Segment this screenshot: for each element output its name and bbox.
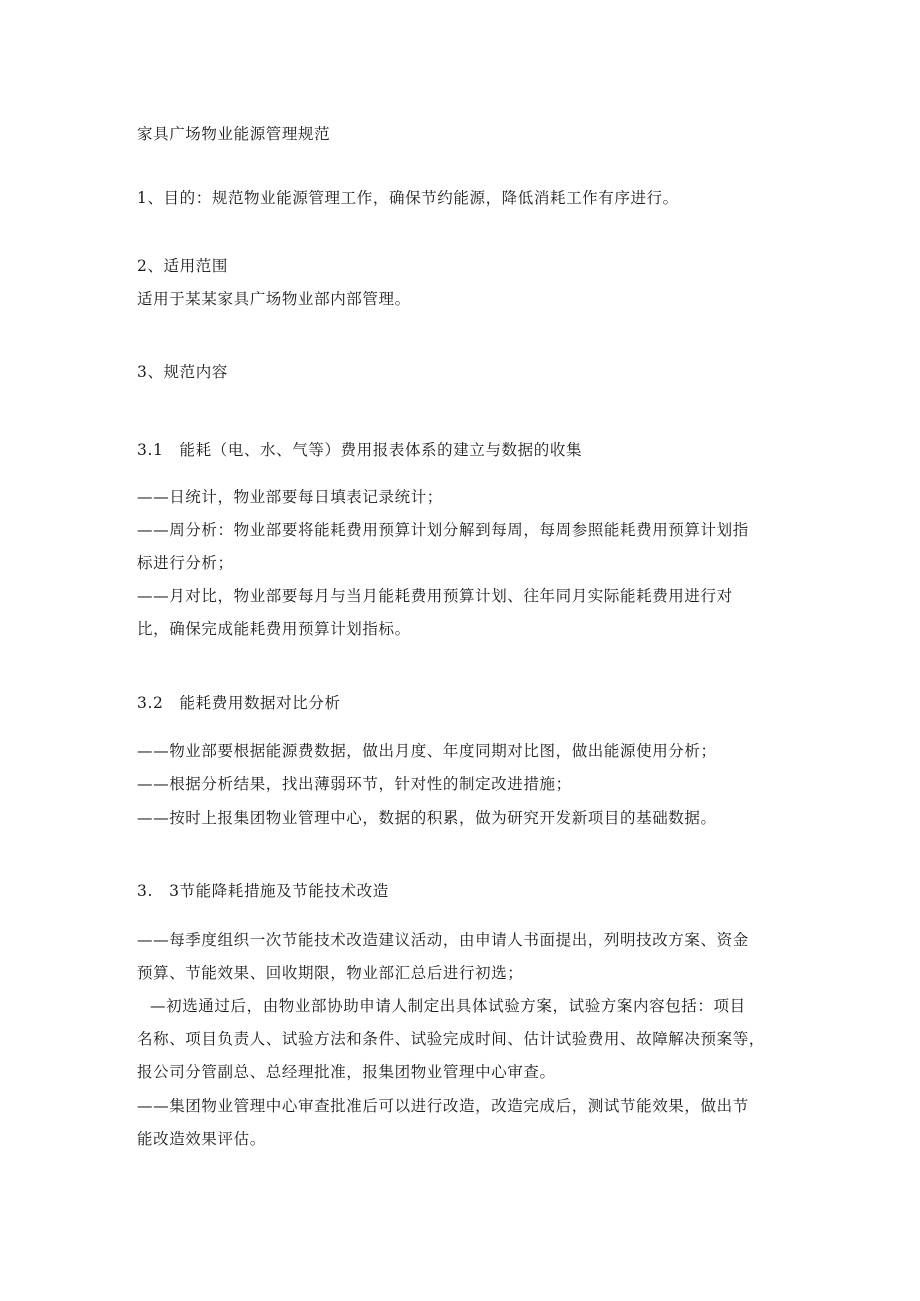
section-3-1-line: 比，确保完成能耗费用预算计划指标。	[137, 620, 411, 638]
section-3-3-line: ——每季度组织一次节能技术改造建议活动，由申请人书面提出，列明技改方案、资金	[137, 931, 749, 949]
section-3-3-line: 能改造效果评估。	[137, 1130, 266, 1148]
section-3-2-line: ——按时上报集团物业管理中心，数据的积累，做为研究开发新项目的基础数据。	[137, 809, 717, 827]
section-3-heading: 3、规范内容	[137, 363, 228, 381]
section-3-3-line: 名称、项目负责人、试验方法和条件、试验完成时间、估计试验费用、故障解决预案等，	[137, 1030, 765, 1048]
section-3-3-heading: 3. 3节能降耗措施及节能技术改造	[137, 882, 389, 900]
section-3-2-line: ——物业部要根据能源费数据，做出月度、年度同期对比图，做出能源使用分析；	[137, 742, 717, 760]
section-3-3-line: 报公司分管副总、总经理批准，报集团物业管理中心审查。	[137, 1063, 556, 1081]
document-title: 家具广场物业能源管理规范	[137, 125, 331, 143]
section-3-1-line: ——日统计，物业部要每日填表记录统计；	[137, 488, 443, 506]
section-3-1-heading: 3.1 能耗（电、水、气等）费用报表体系的建立与数据的收集	[137, 441, 583, 459]
section-1-purpose: 1、目的：规范物业能源管理工作，确保节约能源，降低消耗工作有序进行。	[137, 189, 679, 207]
section-3-1-line: 标进行分析；	[137, 554, 234, 572]
section-3-3-line: ——集团物业管理中心审查批准后可以进行改造，改造完成后，测试节能效果，做出节	[137, 1097, 749, 1115]
section-3-3-line: 预算、节能效果、回收期限，物业部汇总后进行初选；	[137, 964, 524, 982]
section-3-2-heading: 3.2 能耗费用数据对比分析	[137, 694, 341, 712]
section-3-1-line: ——周分析：物业部要将能耗费用预算计划分解到每周，每周参照能耗费用预算计划指	[137, 521, 749, 539]
section-2-heading: 2、适用范围	[137, 257, 228, 275]
section-3-2-line: ——根据分析结果，找出薄弱环节，针对性的制定改进措施；	[137, 775, 572, 793]
section-3-3-line: —初选通过后，由物业部协助申请人制定出具体试验方案，试验方案内容包括：项目	[150, 997, 746, 1015]
section-3-1-line: ——月对比，物业部要每月与当月能耗费用预算计划、往年同月实际能耗费用进行对	[137, 587, 733, 605]
section-2-body: 适用于某某家具广场物业部内部管理。	[137, 290, 411, 308]
